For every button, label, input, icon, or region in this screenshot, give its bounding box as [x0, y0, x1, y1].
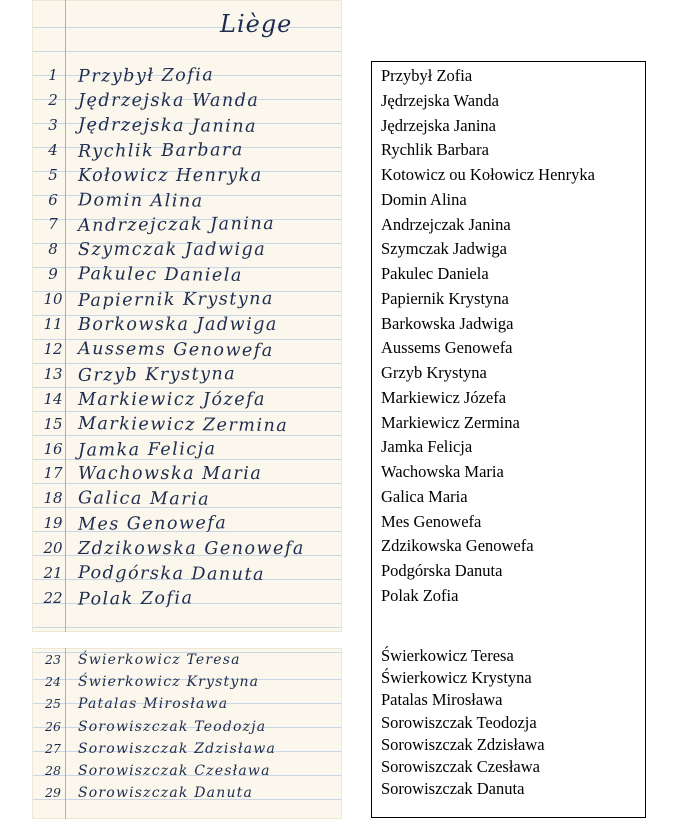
handwritten-row: [32, 365, 342, 390]
handwritten-name: Wachowska Maria: [78, 464, 263, 485]
transcribed-name: Aussems Genowefa: [381, 338, 513, 358]
handwritten-name: Kołowicz Henryka: [78, 165, 263, 186]
transcribed-name: Świerkowicz Teresa: [381, 646, 514, 665]
transcribed-name: Polak Zofia: [381, 585, 459, 605]
row-number: 5: [48, 165, 58, 184]
handwritten-name: Markiewicz Zermina: [77, 413, 289, 436]
handwritten-name: Rychlik Barbara: [77, 139, 244, 162]
row-number: 4: [48, 140, 58, 159]
handwritten-row: [32, 741, 342, 763]
handwritten-name: Grzyb Krystyna: [77, 363, 237, 386]
handwritten-row: [32, 66, 342, 91]
transcribed-name: Domin Alina: [381, 189, 467, 209]
row-number: 21: [43, 564, 63, 582]
handwritten-row: [32, 464, 342, 489]
row-number: 13: [43, 364, 63, 383]
row-number: 14: [43, 389, 63, 408]
transcribed-name: Sorowiszczak Czesława: [381, 757, 540, 776]
transcribed-name: Markiewicz Zermina: [381, 412, 520, 432]
handwritten-row: [32, 191, 342, 216]
handwritten-row: [32, 390, 342, 415]
handwritten-name: Szymczak Jadwiga: [78, 240, 267, 261]
handwritten-name: Zdzikowska Genowefa: [78, 539, 305, 560]
transcribed-name: Świerkowicz Krystyna: [381, 668, 532, 688]
handwritten-name: Sorowiszczak Danuta: [78, 785, 254, 802]
handwritten-row: [32, 763, 342, 785]
handwritten-row: [32, 514, 342, 539]
row-number: 3: [48, 115, 58, 134]
handwritten-row: [32, 652, 342, 674]
row-number: 24: [45, 674, 61, 690]
handwritten-name: Polak Zofia: [77, 588, 194, 610]
row-number: 18: [43, 489, 63, 508]
row-number: 16: [43, 439, 63, 458]
handwritten-row: [32, 674, 342, 696]
handwritten-name: Aussems Genowefa: [77, 338, 274, 361]
handwritten-row: [32, 265, 342, 290]
handwritten-name: Sorowiszczak Zdzisława: [78, 740, 277, 757]
row-number: 20: [43, 539, 63, 558]
handwritten-name: Markiewicz Józefa: [78, 389, 266, 410]
handwritten-row: [32, 696, 342, 718]
handwritten-name: Borkowska Jadwiga: [78, 315, 278, 335]
handwritten-row: [32, 589, 342, 614]
transcribed-name: Kotowicz ou Kołowicz Henryka: [381, 165, 595, 184]
transcribed-name: Szymczak Jadwiga: [381, 239, 507, 259]
row-number: 15: [43, 414, 63, 433]
transcribed-name: Sorowiszczak Zdzisława: [381, 734, 545, 754]
row-number: 17: [43, 464, 63, 483]
transcribed-name: Rychlik Barbara: [381, 140, 489, 160]
handwritten-name: Galica Maria: [77, 488, 211, 510]
transcribed-name: Markiewicz Józefa: [381, 387, 507, 407]
handwritten-name: Jędrzejska Wanda: [78, 90, 260, 111]
row-number: 23: [45, 652, 61, 667]
row-number: 6: [48, 190, 58, 209]
transcribed-name: Wachowska Maria: [381, 462, 504, 481]
handwritten-name: Sorowiszczak Czesława: [78, 763, 271, 779]
transcribed-name: Jędrzejska Wanda: [381, 90, 499, 110]
handwritten-row: [32, 489, 342, 514]
row-number: 25: [45, 696, 61, 712]
transcribed-name: Andrzejczak Janina: [381, 214, 511, 234]
handwritten-name: Mes Genowefa: [77, 513, 228, 535]
transcribed-name: Sorowiszczak Danuta: [381, 779, 525, 799]
transcribed-name: Podgórska Danuta: [381, 561, 503, 580]
row-number: 7: [48, 215, 58, 234]
handwritten-row: [32, 91, 342, 116]
transcribed-name: Mes Genowefa: [381, 511, 482, 531]
handwritten-name: Domin Alina: [77, 189, 204, 212]
row-number: 26: [45, 718, 61, 734]
transcribed-name: Grzyb Krystyna: [381, 363, 487, 382]
row-number: 28: [45, 763, 61, 778]
transcribed-name: Zdzikowska Genowefa: [381, 536, 534, 556]
handwritten-name: Pakulec Daniela: [77, 264, 243, 287]
handwritten-name: Sorowiszczak Teodozja: [78, 718, 267, 735]
handwritten-row: [32, 290, 342, 315]
handwritten-row: [32, 315, 342, 340]
handwritten-page-bottom: [32, 648, 342, 819]
handwritten-name: Jamka Felicja: [77, 438, 217, 461]
handwritten-row: [32, 564, 342, 589]
transcribed-name: Pakulec Daniela: [381, 264, 489, 283]
transcription-box: [371, 61, 646, 818]
handwritten-name: Świerkowicz Krystyna: [78, 674, 260, 691]
row-number: 9: [48, 265, 58, 284]
row-number: 2: [48, 90, 58, 109]
transcribed-name: Jamka Felicja: [381, 437, 473, 457]
handwritten-heading: Liège: [220, 10, 293, 38]
handwritten-name: Świerkowicz Teresa: [78, 652, 241, 668]
row-number: 10: [43, 290, 63, 309]
row-number: 11: [43, 315, 63, 333]
row-number: 1: [48, 66, 58, 84]
transcribed-name: Przybył Zofia: [381, 66, 473, 85]
handwritten-row: [32, 116, 342, 141]
transcribed-name: Jędrzejska Janina: [381, 115, 496, 135]
transcribed-name: Galica Maria: [381, 486, 468, 506]
row-number: 12: [43, 339, 63, 358]
handwritten-name: Papiernik Krystyna: [77, 289, 275, 312]
transcribed-name: Sorowiszczak Teodozja: [381, 712, 537, 732]
handwritten-row: [32, 340, 342, 365]
row-number: 27: [45, 740, 61, 756]
handwritten-page-top: [32, 0, 342, 632]
row-number: 19: [43, 514, 63, 533]
handwritten-row: [32, 240, 342, 265]
handwritten-row: [32, 141, 342, 166]
transcribed-name: Patalas Mirosława: [381, 690, 503, 710]
handwritten-row: [32, 440, 342, 465]
row-number: 29: [45, 785, 61, 801]
handwritten-name: Patalas Mirosława: [78, 696, 229, 713]
handwritten-row: [32, 415, 342, 440]
handwritten-row: [32, 719, 342, 741]
transcribed-name: Papiernik Krystyna: [381, 288, 509, 308]
handwritten-name: Andrzejczak Janina: [77, 214, 276, 237]
handwritten-row: [32, 539, 342, 564]
handwritten-name: Przybył Zofia: [77, 65, 215, 87]
handwritten-name: Podgórska Danuta: [77, 563, 266, 585]
handwritten-row: [32, 785, 342, 807]
row-number: 8: [48, 240, 58, 259]
row-number: 22: [43, 588, 63, 607]
handwritten-row: [32, 166, 342, 191]
handwritten-row: [32, 215, 342, 240]
transcribed-name: Barkowska Jadwiga: [381, 313, 514, 333]
handwritten-name: Jędrzejska Janina: [77, 114, 258, 137]
